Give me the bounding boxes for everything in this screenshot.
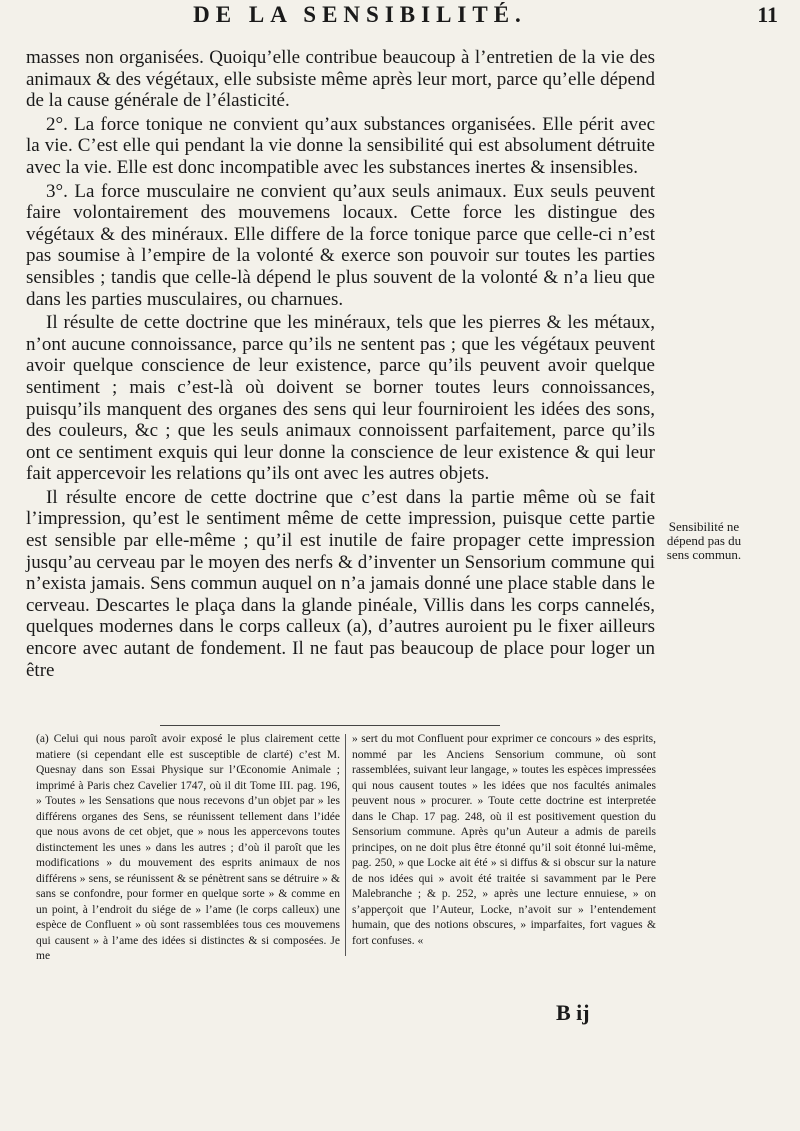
footnote-rule (160, 725, 500, 726)
margin-note: Sensibilité ne dépend pas du sens commun. (666, 519, 742, 562)
paragraph: 2°. La force tonique ne convient qu’aux substances organisées. Elle périt avec la vie. C’est elle qui pendant la vie donne la sensibilité qui est absolument détruite avec la vie. Elle est donc incompatible avec les substances inertes & insensibles. (26, 113, 655, 178)
footnote-column-divider (345, 734, 346, 956)
running-head (0, 2, 800, 32)
footnotes (36, 732, 656, 962)
running-title: DE LA SENSIBILITÉ. (193, 2, 527, 27)
signature-mark: B ij (556, 1000, 590, 1025)
paragraph: 3°. La force musculaire ne convient qu’aux seuls animaux. Eux seuls peuvent faire volontairement des mouvemens locaux. Cette force les distingue des végétaux & des minéraux. Elle differe de la force tonique parce que celle-ci n’est pas soumise à l’empire de la volonté & exerce son pouvoir sur toutes les parties sensibles ; tandis que celle-là dépend le plus souvent de la volonté & n’a lieu que dans les parties musculaires, ou charnues. (26, 180, 655, 310)
paragraph: Il résulte encore de cette doctrine que c’est dans la partie même où se fait l’impression, qu’est le sentiment même de cette impression, puisque cette partie est sensible par elle-même ; qu’il est inutile de faire propager cette impression jusqu’au cerveau par le moyen des nerfs & d’inventer un Sensorium commune qui n’exista jamais. Sens commun auquel on n’a jamais donné une place stable dans le cerveau. Descartes le plaça dans la glande pinéale, Villis dans les corps cannelés, quelques modernes dans le corps calleux (a), d’autres auroient pu le fixer ailleurs encore avec autant de fondement. Il ne faut pas beaucoup de place pour loger un être (26, 486, 655, 681)
main-text (26, 47, 655, 681)
page-number: 11 (757, 2, 778, 27)
paragraph: Il résulte de cette doctrine que les minéraux, tels que les pierres & les métaux, n’ont aucune connoissance, parce qu’ils ne sentent pas ; que les végétaux peuvent avoir quelque conscience de leur existence, parce qu’ils peuvent avoir quelque sentiment ; mais c’est-là où doivent se borner toutes leurs connoissances, puisqu’ils manquent des organes des sens qui leur fourniroient les idées des sons, des couleurs, &c ; que les seuls animaux connoissent parfaitement, parce qu’ils ont ce sentiment exquis qui leur donne la conscience de leur existence & qui leur fait appercevoir les relations qu’ils ont avec les autres objets. (26, 312, 655, 485)
paragraph: masses non organisées. Quoiqu’elle contribue beaucoup à l’entretien de la vie des animaux & des végétaux, elle subsiste même après leur mort, parce qu’elle dépend de la cause générale de l’élasticité. (26, 47, 655, 112)
footnote-left-column: (a) Celui qui nous paroît avoir exposé le plus clairement cette matiere (si cependant elle est susceptible de clarté) c’est M. Quesnay dans son Essai Physique sur l’Œconomie Animale ; imprimé à Paris chez Cavelier 1747, où il dit Tome III. pag. 196, » Toutes » les Sensations que nous recevons d’un objet par » les différens organes des Sens, se réunissent tellement dans l’idée que nous avons de cet objet, que » nous les appercevons toutes distinctement les unes » dans les autres ; d’où il paroît que les modifications » du mouvement des esprits animaux de nos différens » sens, se réunissent & se pénètrent sans se détruire » & sans se confondre, pour former en quelque sorte » & comme en un point, à l’endroit du siége de » l’ame (le corps calleux) une espèce de Confluent » où sont rassemblées tous ces mouvemens qui causent » à l’ame des idées si distinctes & si composées. Je me (36, 733, 340, 962)
footnote-right-column: » sert du mot Confluent pour exprimer ce concours » des esprits, nommé par les Anciens Sensorium commune, où sont rassemblées, suivant leur langage, » toutes les espèces impressées qui nous causent toutes » les idées que nos facultés animales peuvent nous » procurer. » Toute cette doctrine est interpretée dans le Chap. 17 pag. 248, où il est positivement question du Sensorium commune. Après qu’un Auteur a admis de pareils principes, on ne doit plus être étonné qu’il soit étonné lui-même, pag. 250, » que Locke ait été » si diffus & si obscur sur la nature de nos idées qui » avoit été traitée si savamment par le Pere Malebranche ; & p. 252, » après une lecture ennuiese, » on s’apperçoit que l’Auteur, Locke, n’avoit sur » l’entendement humain, que des notions obscures, » imparfaites, fort vagues & fort confuses. « (352, 733, 656, 947)
